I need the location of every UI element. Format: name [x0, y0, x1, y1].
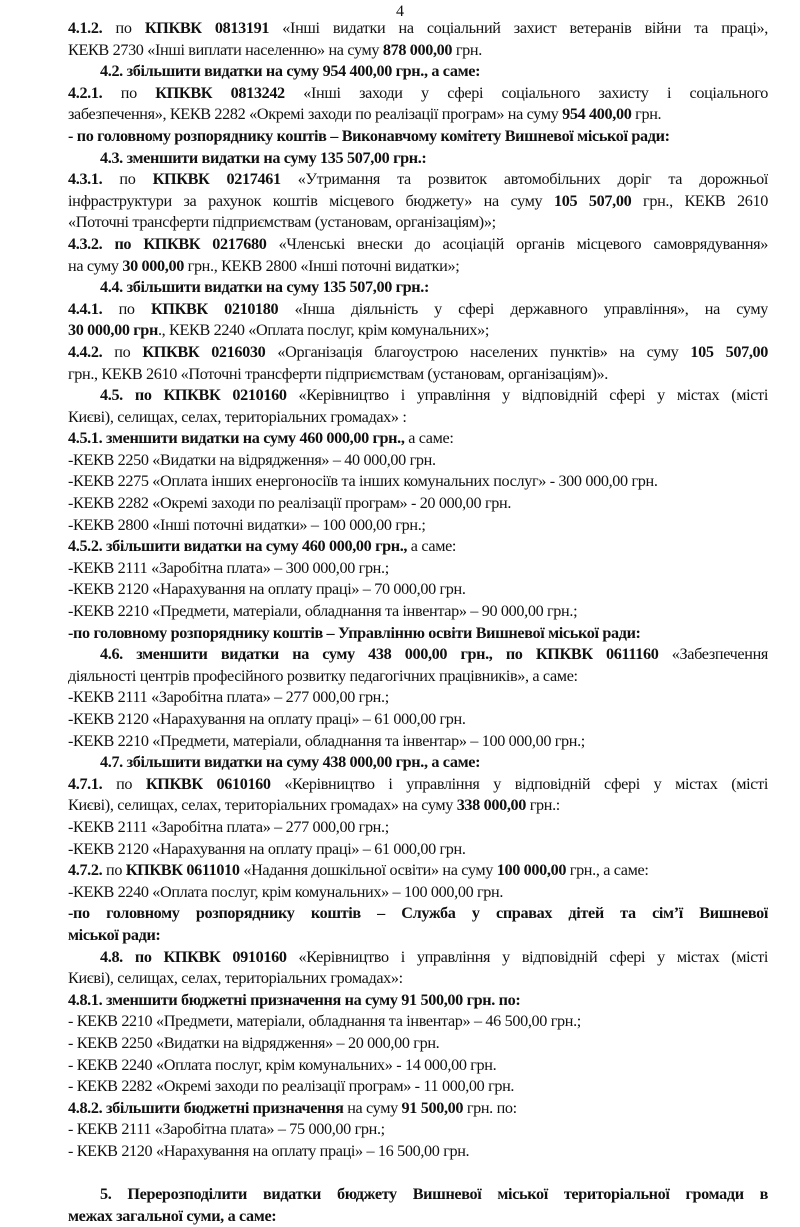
document-line [68, 1184, 768, 1206]
document-line [68, 61, 768, 83]
bold-text: 4.4. збільшити видатки на суму 135 507,00 грн.: [100, 278, 430, 297]
text: -КЕКВ 2240 «Оплата послуг, крім комунальних» – 100 000,00 грн. [68, 882, 504, 901]
text: Києві), селищах, селах, територіальних громадах» на суму [68, 796, 457, 815]
text: по [102, 861, 126, 880]
document-line [68, 364, 768, 386]
text: а саме: [407, 537, 457, 556]
document-line [68, 774, 768, 796]
document-line [68, 644, 768, 666]
text: «Інші заходи у сфері соціального захисту і соціального [284, 83, 768, 102]
document-line [68, 666, 768, 688]
document-line [68, 882, 768, 904]
text: «Членські внески до асоціацій органів місцевого самоврядування» [266, 234, 768, 253]
document-line [68, 1076, 768, 1098]
text: грн. [452, 40, 482, 59]
bold-text: 30 000,00 [122, 256, 184, 275]
document-line [68, 536, 768, 558]
text: інфраструктури за рахунок коштів місцевого бюджету» на суму [68, 191, 554, 210]
text: -КЕКВ 2120 «Нарахування на оплату праці» – 61 000,00 грн. [68, 710, 466, 728]
text: забезпечення», КЕКВ 2282 «Окремі заходи по реалізації програм» на суму [68, 105, 563, 124]
bold-text: 4.3. зменшити видатки на суму 135 507,00 грн.: [100, 148, 427, 167]
document-line [68, 817, 768, 839]
document-line [68, 471, 768, 493]
text: «Керівництво і управління у відповідній сфері у містах (місті [286, 947, 768, 966]
document-line [68, 126, 768, 148]
bold-text: 4.5. по КПКВК 0210160 [100, 386, 287, 405]
bold-text: 105 507,00 [554, 191, 632, 210]
bold-text: КПКВК 0610160 [145, 774, 271, 793]
text: «Забезпечення [658, 645, 768, 664]
bold-text: 4.8.2. збільшити бюджетні призначення [68, 1098, 344, 1117]
bold-text: 4.2. збільшити видатки на суму 954 400,00 грн., а саме: [100, 62, 481, 81]
document-line [68, 709, 768, 731]
bold-text: 954 400,00 [562, 105, 632, 124]
bold-text: 4.8.1. зменшити бюджетні призначення на суму 91 500,00 грн. по: [68, 990, 521, 1009]
bold-text: міської ради: [68, 925, 161, 944]
bold-text: КПКВК 0813242 [155, 83, 285, 102]
text: «Надання дошкільної освіти» на суму [239, 861, 497, 880]
text: грн., КЕКВ 2610 «Поточні трансферти підприємствам (установам, організаціям)». [68, 364, 608, 383]
document-line [68, 428, 768, 450]
bold-text: межах загальної суми, а саме: [68, 1206, 277, 1225]
document-line [68, 515, 768, 537]
bold-text: 4.3.1. [68, 170, 103, 189]
bold-text: 4.7. збільшити видатки на суму 438 000,00 грн., а саме: [100, 753, 481, 772]
text: -КЕКВ 2120 «Нарахування на оплату праці» – 61 000,00 грн. [68, 839, 466, 858]
text: - КЕКВ 2210 «Предмети, матеріали, обладнання та інвентар» – 46 500,00 грн.; [68, 1012, 581, 1031]
document-line [68, 1055, 768, 1077]
text: на суму [343, 1098, 402, 1117]
bold-text: 100 000,00 [496, 861, 567, 880]
text: на суму [68, 256, 123, 275]
document-line [68, 623, 768, 645]
document-line [68, 191, 768, 213]
text: КЕКВ 2730 «Інші виплати населенню» на суму [68, 40, 383, 59]
text: «Інші видатки на соціальний захист ветеранів війни та праці», [269, 19, 768, 37]
bold-text: 4.5.1. зменшити видатки на суму 460 000,00 грн., [68, 429, 405, 448]
text: ., КЕКВ 2240 «Оплата послуг, крім комунальних»; [157, 321, 489, 340]
document-line [68, 1119, 768, 1141]
text: «Утримання та розвиток автомобільних доріг та дорожньої [280, 170, 768, 189]
text: «Керівництво і управління у відповідній сфері у містах (місті [270, 774, 768, 793]
document-line [68, 320, 768, 342]
text: - КЕКВ 2111 «Заробітна плата» – 75 000,00 грн.; [68, 1120, 385, 1139]
text: - КЕКВ 2120 «Нарахування на оплату праці» – 16 500,00 грн. [68, 1141, 470, 1160]
document-line [68, 450, 768, 472]
document-line [68, 579, 768, 601]
bold-text: КПКВК 0210180 [150, 299, 279, 318]
text: а саме: [404, 429, 454, 448]
document-line [68, 860, 768, 882]
document-line [68, 601, 768, 623]
bold-text: 4.6. зменшити видатки на суму 438 000,00 грн., по КПКВК 0611160 [100, 645, 659, 664]
document-line [68, 1011, 768, 1033]
text: -КЕКВ 2120 «Нарахування на оплату праці» – 70 000,00 грн. [68, 580, 466, 599]
bold-text: КПКВК 0217461 [152, 170, 281, 189]
bold-text: 878 000,00 [382, 40, 453, 59]
text: «Організація благоустрою населених пунктів» на суму [265, 342, 691, 361]
bold-text: 4.8. по КПКВК 0910160 [100, 947, 287, 966]
bold-text: 4.5.2. збільшити видатки на суму 460 000,00 грн., [68, 537, 408, 556]
text: - КЕКВ 2240 «Оплата послуг, крім комунальних» - 14 000,00 грн. [68, 1055, 497, 1074]
document-line [68, 299, 768, 321]
bold-text: 4.3.2. по КПКВК 0217680 [68, 234, 267, 253]
bold-text: 105 507,00 [690, 342, 768, 361]
text: по [102, 299, 151, 318]
document-line [68, 925, 768, 947]
document-line [68, 256, 768, 278]
document-line [68, 277, 768, 299]
text: Києві), селищах, селах, територіальних громадах»: [68, 969, 403, 988]
text: по [102, 774, 146, 793]
text: - КЕКВ 2282 «Окремі заходи по реалізації програм» - 11 000,00 грн. [68, 1077, 515, 1096]
document-line [68, 1206, 768, 1227]
text: грн. по: [463, 1098, 517, 1117]
text: -КЕКВ 2210 «Предмети, матеріали, обладнання та інвентар» – 100 000,00 грн.; [68, 731, 585, 750]
text: по [102, 170, 153, 189]
bold-text: КПКВК 0813191 [144, 19, 270, 37]
document-line [68, 947, 768, 969]
text: -КЕКВ 2282 «Окремі заходи по реалізації програм» - 20 000,00 грн. [68, 494, 512, 513]
text: по [102, 19, 145, 37]
bold-text: 4.1.2. [68, 19, 103, 37]
bold-text: КПКВК 0611010 [125, 861, 240, 880]
document-line [68, 903, 768, 925]
document-line [68, 990, 768, 1012]
text: грн., а саме: [566, 861, 649, 880]
text: грн.: [526, 796, 560, 815]
bold-text: 5. Перерозподілити видатки бюджету Вишневої міської територіальної громади в [100, 1185, 768, 1204]
text: по [102, 83, 156, 102]
text: грн., КЕКВ 2610 [631, 191, 768, 210]
text: -КЕКВ 2111 «Заробітна плата» – 300 000,00 грн.; [68, 558, 389, 577]
document-line [68, 18, 768, 40]
text: - КЕКВ 2250 «Видатки на відрядження» – 20 000,00 грн. [68, 1033, 440, 1052]
document-line [68, 104, 768, 126]
text: грн. [631, 105, 662, 124]
page-number: 4 [396, 3, 404, 20]
text: діяльності центрів професійного розвитку педагогічних працівників», а саме: [68, 666, 578, 685]
document-line [68, 212, 768, 234]
text: -КЕКВ 2111 «Заробітна плата» – 277 000,00 грн.; [68, 688, 389, 707]
text: Києві), селищах, селах, територіальних громадах» : [68, 407, 407, 426]
bold-text: КПКВК 0216030 [142, 342, 266, 361]
bold-text: -по головному розпоряднику коштів – Служба у справах дітей та сім’ї Вишневої [68, 904, 768, 923]
bold-text: - по головному розпоряднику коштів – Виконавчому комітету Вишневої міської ради: [68, 126, 670, 145]
document-line [68, 731, 768, 753]
bold-text: 4.7.2. [68, 861, 103, 880]
document-line [68, 558, 768, 580]
document-line [68, 1141, 768, 1163]
document-line [68, 687, 768, 709]
bold-text: 30 000,00 грн [68, 321, 158, 340]
document-line [68, 234, 768, 256]
document-line [68, 169, 768, 191]
bold-text: 4.7.1. [68, 774, 103, 793]
text: грн., КЕКВ 2800 «Інші поточні видатки»; [183, 256, 460, 275]
document-line [68, 752, 768, 774]
document-line [68, 968, 768, 990]
text: «Інша діяльність у сфері державного управління», на суму [278, 299, 768, 318]
bold-text: 4.2.1. [68, 83, 103, 102]
document-line [68, 493, 768, 515]
document-line [68, 1033, 768, 1055]
bold-text: 338 000,00 [456, 796, 527, 815]
document-line [68, 385, 768, 407]
document-line [68, 342, 768, 364]
document-line [68, 148, 768, 170]
text: «Поточні трансферти підприємствам (установам, організаціям)»; [68, 213, 496, 232]
text: -КЕКВ 2250 «Видатки на відрядження» – 40 000,00 грн. [68, 450, 436, 469]
document-body [68, 18, 768, 1227]
document-line [68, 83, 768, 105]
document-line [68, 795, 768, 817]
bold-text: 4.4.2. [68, 342, 103, 361]
bold-text: 4.4.1. [68, 299, 103, 318]
bold-text: 91 500,00 [401, 1098, 464, 1117]
document-line [68, 839, 768, 861]
text: -КЕКВ 2275 «Оплата інших енергоносіїв та інших комунальних послуг» - 300 000,00 грн. [68, 472, 658, 491]
bold-text: -по головному розпоряднику коштів – Управлінню освіти Вишневої міської ради: [68, 623, 641, 642]
document-line [68, 1098, 768, 1120]
text: -КЕКВ 2210 «Предмети, матеріали, обладнання та інвентар» – 90 000,00 грн.; [68, 602, 578, 621]
document-line [68, 407, 768, 429]
text: «Керівництво і управління у відповідній сфері у містах (місті [286, 386, 768, 405]
text: -КЕКВ 2111 «Заробітна плата» – 277 000,00 грн.; [68, 817, 389, 836]
text: -КЕКВ 2800 «Інші поточні видатки» – 100 000,00 грн.; [68, 515, 426, 534]
document-line [68, 40, 768, 62]
text: по [102, 342, 143, 361]
